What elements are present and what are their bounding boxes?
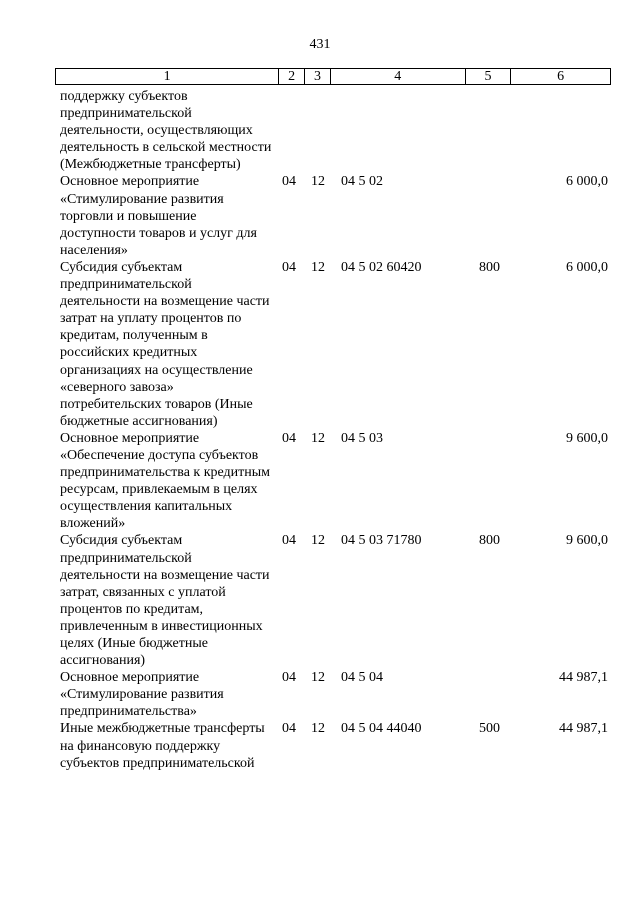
table-row xyxy=(60,532,608,669)
page-number: 431 xyxy=(309,37,331,52)
row-subsection: 12 xyxy=(311,174,325,190)
row-section: 04 xyxy=(282,174,296,190)
header-col-1: 1 xyxy=(163,69,171,84)
row-amount: 9 600,0 xyxy=(566,430,608,446)
row-name: Основное мероприятие «Стимулирование развития предпринимательства» xyxy=(60,670,224,720)
row-amount: 44 987,1 xyxy=(559,670,608,686)
row-subsection: 12 xyxy=(311,533,325,549)
row-subsection: 12 xyxy=(311,721,325,737)
row-name: Субсидия субъектам предпринимательской деятельности на возмещение части затрат, связанных с уплатой процентов по кредитам, привлеченным в инвестиционных целях (Иные бюджетные ассигнования) xyxy=(60,533,270,669)
row-section: 04 xyxy=(282,721,296,737)
row-section: 04 xyxy=(282,533,296,549)
row-section: 04 xyxy=(282,259,296,275)
row-target-article: 04 5 02 60420 xyxy=(341,259,422,275)
table-row xyxy=(60,430,608,533)
row-section: 04 xyxy=(282,670,296,686)
row-section: 04 xyxy=(282,430,296,446)
row-target-article: 04 5 03 71780 xyxy=(341,533,422,549)
row-amount: 9 600,0 xyxy=(566,533,608,549)
row-amount: 6 000,0 xyxy=(566,174,608,190)
row-expense-type: 800 xyxy=(479,259,500,275)
row-subsection: 12 xyxy=(311,430,325,446)
row-name: Субсидия субъектам предпринимательской деятельности на возмещение части затрат на уплату процентов по кредитам, полученным в российских кредитных организациях на осуществление «северного завоза» потребительских товаров (Иные бюджетные ассигнования) xyxy=(60,259,270,429)
header-col-5: 5 xyxy=(465,69,511,84)
header-col-3: 3 xyxy=(304,69,330,84)
row-expense-type: 500 xyxy=(479,721,500,737)
table-row xyxy=(60,720,608,771)
row-name: Основное мероприятие «Стимулирование развития торговли и повышение доступности товаров и услуг для населения» xyxy=(60,174,257,258)
table-header xyxy=(55,68,611,85)
row-target-article: 04 5 02 xyxy=(341,174,383,190)
header-col-6: 6 xyxy=(510,69,610,84)
row-amount: 44 987,1 xyxy=(559,721,608,737)
row-subsection: 12 xyxy=(311,259,325,275)
row-name: Иные межбюджетные трансферты на финансовую поддержку субъектов предпринимательской xyxy=(60,721,265,771)
row-expense-type: 800 xyxy=(479,533,500,549)
table-row xyxy=(60,173,608,258)
row-subsection: 12 xyxy=(311,670,325,686)
row-target-article: 04 5 03 xyxy=(341,430,383,446)
table-row xyxy=(60,259,608,430)
row-target-article: 04 5 04 44040 xyxy=(341,721,422,737)
row-name: Основное мероприятие «Обеспечение доступа субъектов предпринимательства к кредитным ресурсам, привлекаемым в целях осуществления капитальных вложений» xyxy=(60,430,271,532)
header-col-2: 2 xyxy=(278,69,304,84)
row-name: поддержку субъектов предпринимательской деятельности, осуществляющих деятельность в сельской местности (Межбюджетные трансферты) xyxy=(60,89,272,173)
table-body xyxy=(60,88,608,772)
table-row xyxy=(60,669,608,720)
row-amount: 6 000,0 xyxy=(566,259,608,275)
table-row xyxy=(60,88,608,173)
row-target-article: 04 5 04 xyxy=(341,670,383,686)
header-col-4: 4 xyxy=(330,69,465,84)
